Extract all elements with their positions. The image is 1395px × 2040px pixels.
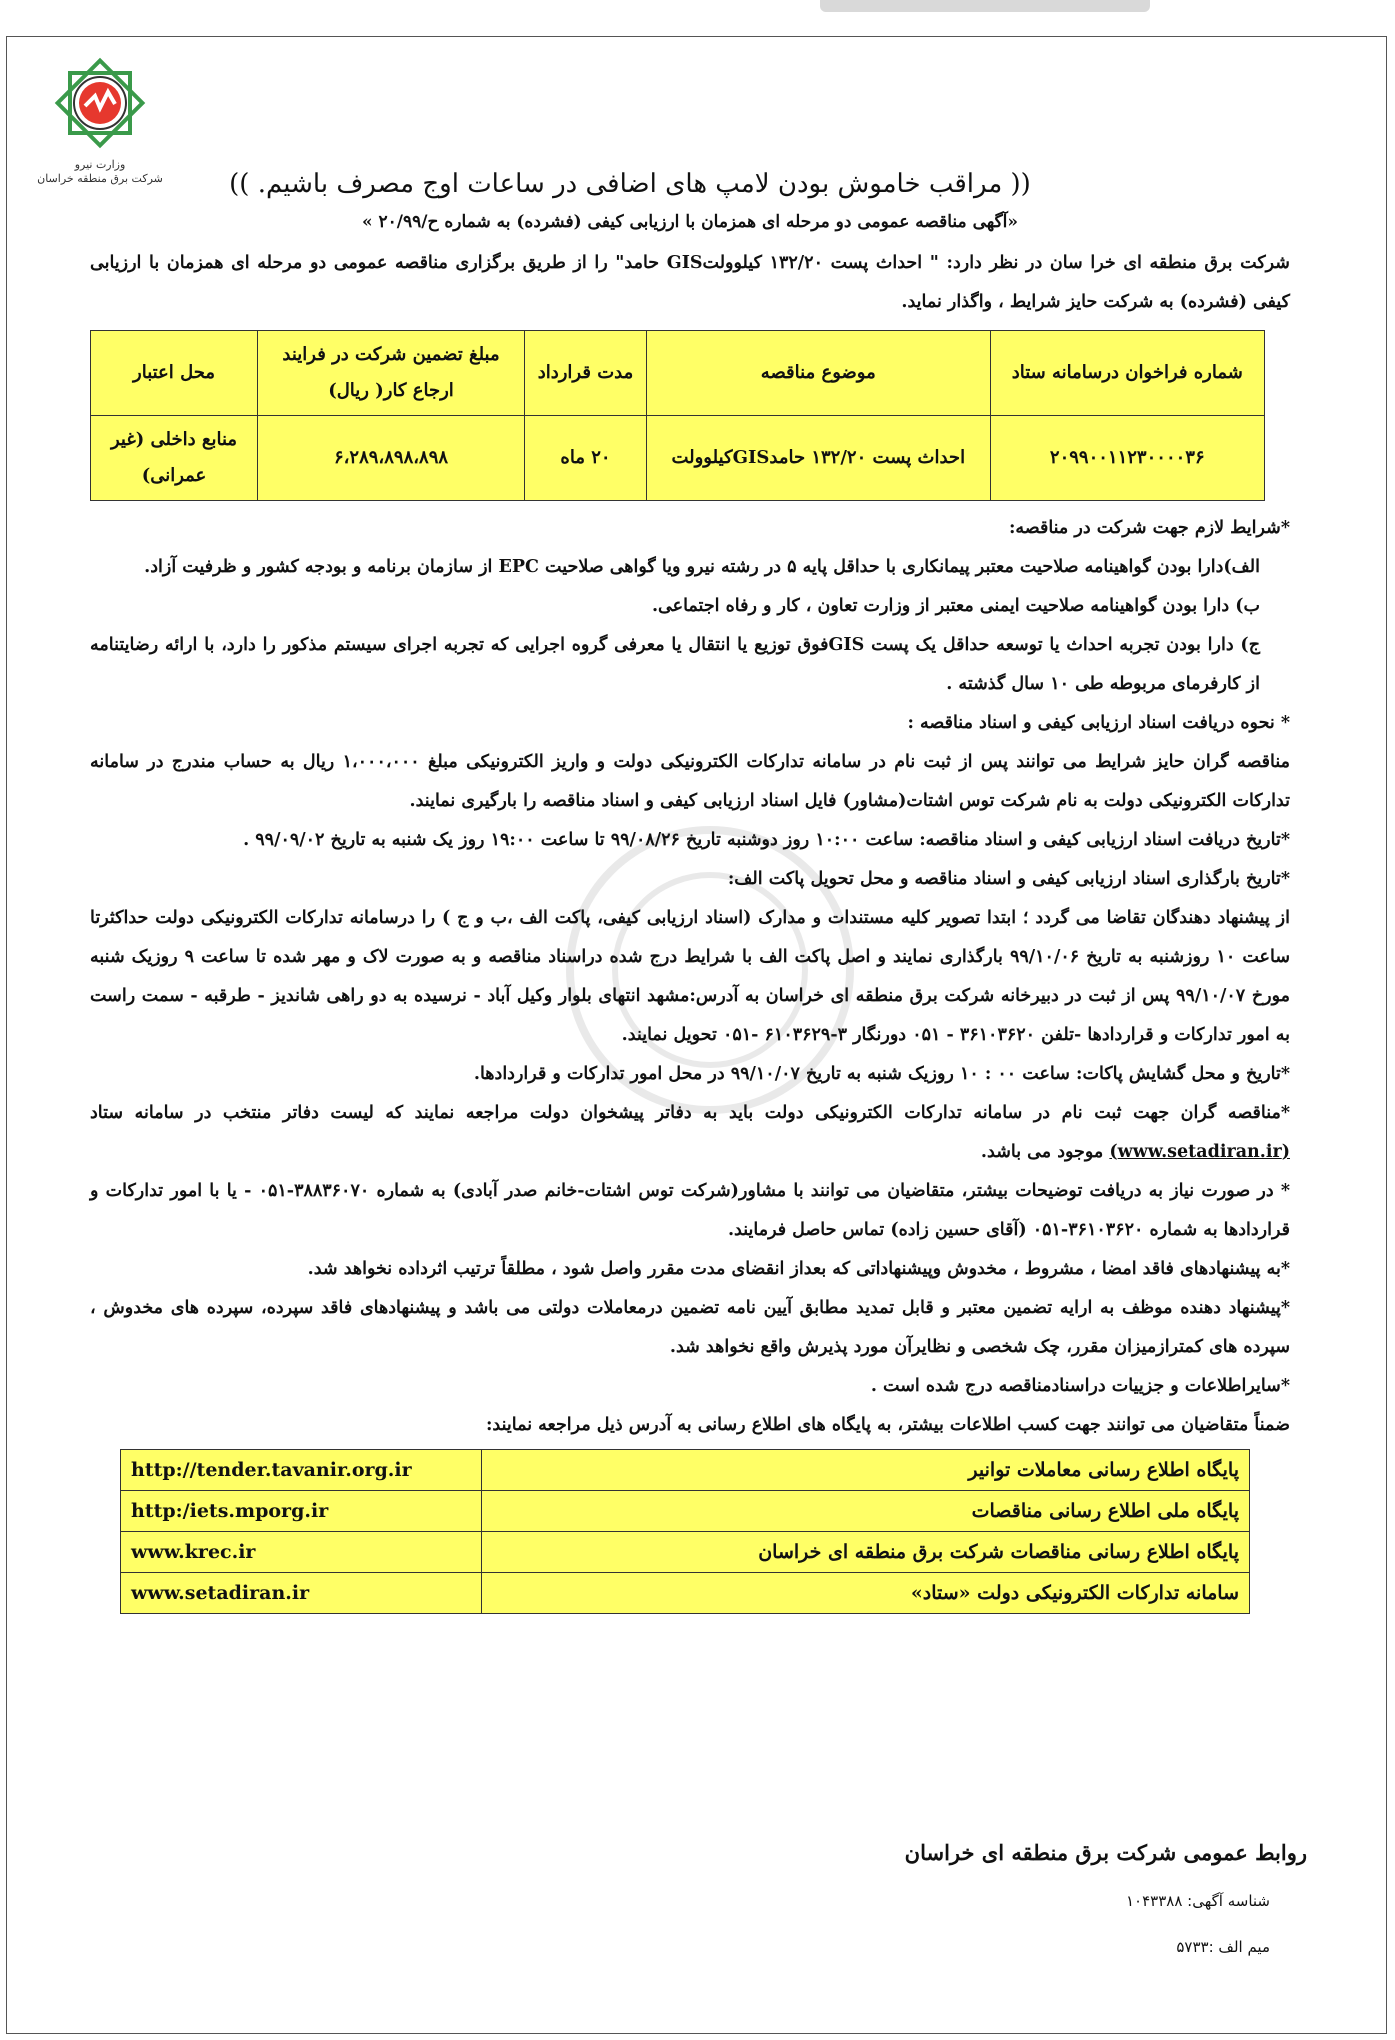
link-name: سامانه تدارکات الکترونیکی دولت «ستاد» (482, 1573, 1250, 1614)
setadiran-link[interactable]: (www.setadiran.ir) (1109, 1142, 1290, 1162)
top-tab (820, 0, 1150, 12)
contact-info: * در صورت نیاز به دریافت توضیحات بیشتر، متقاضیان می توانند با مشاور(شرکت توس اشتات-خانم صدر آبادی) به شماره ۳۸۸۳۶۰۷۰-۰۵۱ - یا با امور تدارکات و قراردادها به شماره ۳۶۱۰۳۶۲۰-۰۵۱ (آقای حسین زاده) تماس حاصل فرمایند. (90, 1181, 1290, 1240)
invalid-bids-note: *به پیشنهادهای فاقد امضا ، مشروط ، مخدوش وپیشنهاداتی که بعداز انقضای مدت مقرر واصل شود ، مطلقاً ترتیب اثرداده نخواهد شد. (307, 1259, 1290, 1279)
receipt-title: * نحوه دریافت اسناد ارزیابی کیفی و اسناد مناقصه : (907, 713, 1290, 733)
link-url[interactable]: www.setadiran.ir (121, 1573, 482, 1614)
announcement-body (90, 162, 1290, 1614)
link-url[interactable]: http:/iets.mporg.ir (121, 1491, 482, 1532)
header-fund-source: محل اعتبار (91, 331, 258, 416)
tender-table (90, 330, 1265, 501)
link-name: پایگاه اطلاع رسانی معاملات توانیر (482, 1450, 1250, 1491)
link-url[interactable]: http://tender.tavanir.org.ir (121, 1450, 482, 1491)
table-row (121, 1532, 1250, 1573)
upload-title: *تاریخ بارگذاری اسناد ارزیابی کیفی و اسناد مناقصه و محل تحویل پاکت الف: (727, 869, 1290, 889)
conditions-title: *شرایط لازم جهت شرکت در مناقصه: (1008, 518, 1290, 538)
header-subject: موضوع مناقصه (647, 331, 991, 416)
ad-title: «آگهی مناقصه عمومی دو مرحله ای همزمان با ارزیابی کیفی (فشرده) به شماره ح/۲۰/۹۹ » (361, 212, 1019, 232)
table-row (91, 416, 1265, 501)
ad-id: شناسه آگهی: ۱۰۴۳۳۸۸ (1126, 1892, 1270, 1910)
cell-subject: احداث پست ۱۳۲/۲۰ حامدGISکیلوولت (647, 416, 991, 501)
logo-caption-ministry: وزارت نیرو (74, 158, 126, 171)
tender-table-header (91, 331, 1265, 416)
registration-info (90, 1094, 1290, 1172)
table-row (121, 1573, 1250, 1614)
guarantee-note: *پیشنهاد دهنده موظف به ارایه تضمین معتبر و قابل تمدید مطابق آیین نامه تضمین درمعاملات دولتی می باشد و پیشنهادهای فاقد سپرده، سپرده های مخدوش ، سپرده های کمترازمیزان مقرر، چک شخصی و نظایرآن مورد پذیرش واقع نخواهد شد. (90, 1298, 1290, 1357)
info-links-table (120, 1449, 1250, 1614)
receipt-date: *تاریخ دریافت اسناد ارزیابی کیفی و اسناد مناقصه: ساعت ۱۰:۰۰ روز دوشنبه تاریخ ۹۹/۰۸/۲۶ تا ساعت ۱۹:۰۰ روز یک شنبه به تاریخ ۹۹/۰۹/۰۲ . (243, 830, 1290, 850)
condition-c: ج) دارا بودن تجربه احداث یا توسعه حداقل یک پست GISفوق توزیع یا انتقال یا معرفی گروه اجرایی که تجربه اجرای سیستم مذکور را دارد، با ارائه رضایتنامه از کارفرمای مربوطه طی ۱۰ سال گذشته . (90, 635, 1261, 694)
header-duration: مدت قرارداد (525, 331, 647, 416)
header-guarantee: مبلغ تضمین شرکت در فرایند ارجاع کار( ریال) (258, 331, 525, 416)
energy-logo-icon (45, 48, 155, 158)
link-name: پایگاه اطلاع رسانی مناقصات شرکت برق منطقه ای خراسان (482, 1532, 1250, 1573)
intro-paragraph: شرکت برق منطقه ای خرا سان در نظر دارد: " احداث پست ۱۳۲/۲۰ کیلوولتGIS حامد" را از طریق برگزاری مناقصه عمومی دو مرحله ای همزمان با ارزیابی کیفی (فشرده) به شرکت حایز شرایط ، واگذار نماید. (90, 253, 1290, 312)
condition-b: ب) دارا بودن گواهینامه صلاحیت ایمنی معتبر از وزارت تعاون ، کار و رفاه اجتماعی. (651, 596, 1260, 616)
further-info: ضمناً متقاضیان می توانند جهت کسب اطلاعات بیشتر، به پایگاه های اطلاع رسانی به آدرس ذیل مراجعه نمایند: (485, 1415, 1290, 1435)
opening-info: *تاریخ و محل گشایش پاکات: ساعت ۰۰ : ۱۰ روزیک شنبه به تاریخ ۹۹/۱۰/۰۷ در محل امور تدارکات و قراردادها. (473, 1064, 1290, 1084)
upload-text: از پیشنهاد دهندگان تقاضا می گردد ؛ ابتدا تصویر کلیه مستندات و مدارک (اسناد ارزیابی کیفی، پاکت الف ،ب و ج ) را درسامانه تدارکات الکترونیکی دولت حداکثرتا ساعت ۱۰ روزشنبه به تاریخ ۹۹/۱۰/۰۶ بارگذاری نمایند و اصل پاکت الف با شرایط درج شده دراسناد مناقصه و به صورت لاک و مهر شده تا ساعت ۹ روزیک شنبه مورخ ۹۹/۱۰/۰۷ پس از ثبت در دبیرخانه شرکت برق منطقه ای خراسان به آدرس:مشهد انتهای بلوار وکیل آباد - نرسیده به دو راهی شاندیز - طرقبه - سمت راست به امور تدارکات و قراردادها -تلفن ۳۶۱۰۳۶۲۰ - ۰۵۱ دورنگار ۳-۶۱۰۳۶۲۹ -۰۵۱ تحویل نمایند. (90, 908, 1290, 1045)
cell-guarantee: ۶،۲۸۹،۸۹۸،۸۹۸ (258, 416, 525, 501)
signature: روابط عمومی شرکت برق منطقه ای خراسان (904, 1840, 1307, 1865)
energy-warning: (( مراقب خاموش بودن لامپ های اضافی در ساعات اوج مصرف باشیم. )) (229, 169, 1031, 199)
header-call-number: شماره فراخوان درسامانه ستاد (990, 331, 1264, 416)
cell-duration: ۲۰ ماه (525, 416, 647, 501)
registration-text: *مناقصه گران جهت ثبت نام در سامانه تدارکات الکترونیکی دولت باید به دفاتر پیشخوان دولت مراجعه نمایند که لیست دفاتر منتخب در سامانه ستاد (90, 1103, 1290, 1123)
cell-fund-source: منابع داخلی (غیر عمرانی) (91, 416, 258, 501)
cell-call-number: ۲۰۹۹۰۰۱۱۲۳۰۰۰۰۳۶ (990, 416, 1264, 501)
table-row (121, 1450, 1250, 1491)
registration-text-end: موجود می باشد. (980, 1142, 1104, 1162)
link-url[interactable]: www.krec.ir (121, 1532, 482, 1573)
logo-caption-company: شرکت برق منطقه خراسان (37, 172, 163, 185)
other-info: *سایراطلاعات و جزییات دراسنادمناقصه درج شده است . (870, 1376, 1290, 1396)
mim-alef: میم الف :۵۷۳۳ (1176, 1938, 1270, 1956)
condition-a: الف)دارا بودن گواهینامه صلاحیت معتبر پیمانکاری با حداقل پایه ۵ در رشته نیرو ویا گواهی صلاحیت EPC از سازمان برنامه و بودجه کشور و ظرفیت آزاد. (144, 557, 1260, 577)
receipt-text: مناقصه گران حایز شرایط می توانند پس از ثبت نام در سامانه تدارکات الکترونیکی دولت و واریز الکترونیکی مبلغ ۱،۰۰۰،۰۰۰ ریال به حساب مندرج در سامانه تدارکات الکترونیکی دولت به نام شرکت توس اشتات(مشاور) فایل اسناد ارزیابی کیفی و اسناد مناقصه را بارگیری نمایند. (90, 752, 1290, 811)
table-row (121, 1491, 1250, 1532)
link-name: پایگاه ملی اطلاع رسانی مناقصات (482, 1491, 1250, 1532)
